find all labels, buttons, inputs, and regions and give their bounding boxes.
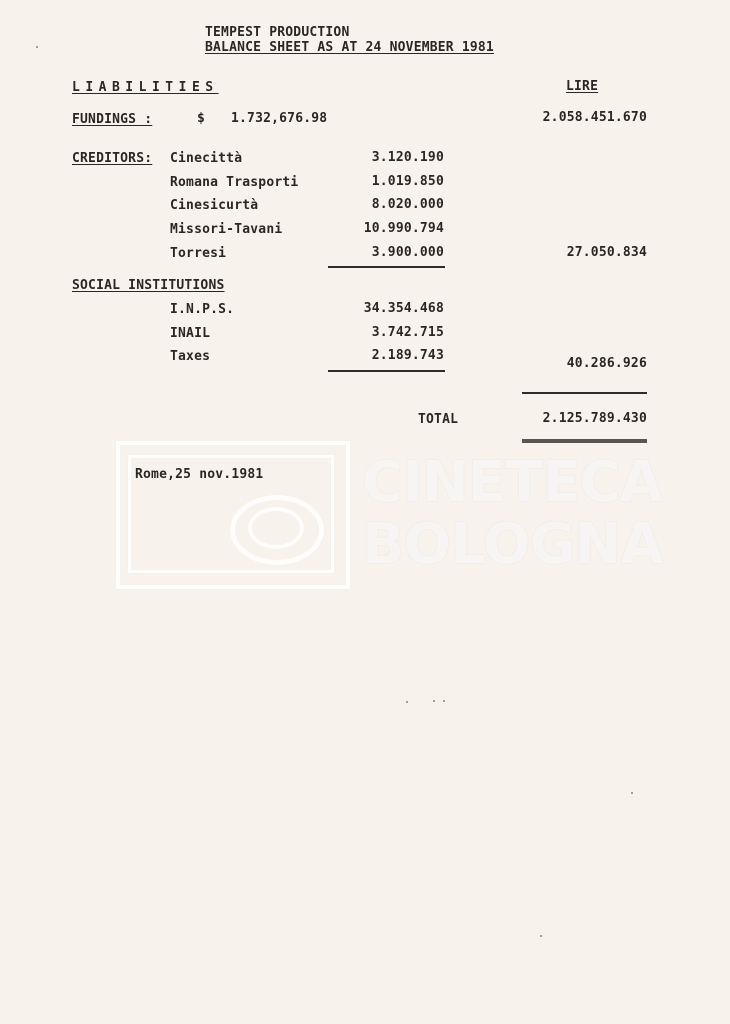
social-institutions-label: SOCIAL INSTITUTIONS [72, 278, 225, 293]
fundings-lire-amount: 2.058.451.670 [542, 110, 647, 125]
creditor-name: Cinesicurtà [170, 198, 259, 213]
paper-speck [443, 700, 445, 702]
institution-amount: 34.354.468 [363, 301, 444, 316]
watermark-text-line2: BOLOGNA [362, 512, 663, 577]
watermark-logo-inner-icon [248, 507, 304, 549]
creditor-name: Cinecittà [170, 151, 243, 166]
institution-amount: 2.189.743 [371, 348, 444, 363]
total-top-rule [522, 392, 647, 394]
creditor-name: Missori-Tavani [170, 222, 283, 237]
creditor-amount: 10.990.794 [363, 221, 444, 236]
paper-speck [540, 935, 542, 937]
creditor-name: Romana Trasporti [170, 175, 299, 190]
creditors-label: CREDITORS: [72, 151, 153, 166]
creditors-subtotal: 27.050.834 [566, 245, 647, 260]
institution-name: Taxes [170, 349, 211, 364]
creditor-amount: 3.120.190 [371, 150, 444, 165]
creditor-amount: 8.020.000 [371, 197, 444, 212]
social-sum-rule [328, 370, 445, 372]
creditor-amount: 1.019.850 [371, 174, 444, 189]
liabilities-heading: LIABILITIES [72, 80, 219, 95]
creditor-amount: 3.900.000 [371, 245, 444, 260]
institution-name: I.N.P.S. [170, 302, 235, 317]
watermark-text-line1: CINETECA [362, 450, 662, 515]
place-date: Rome,25 nov.1981 [135, 467, 264, 482]
fundings-label: FUNDINGS : [72, 112, 153, 127]
document-title: TEMPEST PRODUCTION [205, 25, 350, 40]
paper-speck [433, 700, 435, 702]
dollar-sign: $ [197, 111, 206, 126]
paper-speck [36, 46, 38, 48]
document-subtitle: BALANCE SHEET AS AT 24 NOVEMBER 1981 [205, 40, 494, 55]
creditor-name: Torresi [170, 246, 227, 261]
paper-speck [631, 792, 633, 794]
fundings-dollar-amount: 1.732,676.98 [231, 111, 328, 126]
lire-column-heading: LIRE [566, 79, 599, 94]
institution-name: INAIL [170, 326, 211, 341]
total-double-rule [522, 439, 647, 443]
total-amount: 2.125.789.430 [542, 411, 647, 426]
paper-speck [406, 701, 408, 703]
creditors-sum-rule [328, 266, 445, 268]
social-subtotal: 40.286.926 [566, 356, 647, 371]
total-label: TOTAL [418, 412, 459, 427]
institution-amount: 3.742.715 [371, 325, 444, 340]
